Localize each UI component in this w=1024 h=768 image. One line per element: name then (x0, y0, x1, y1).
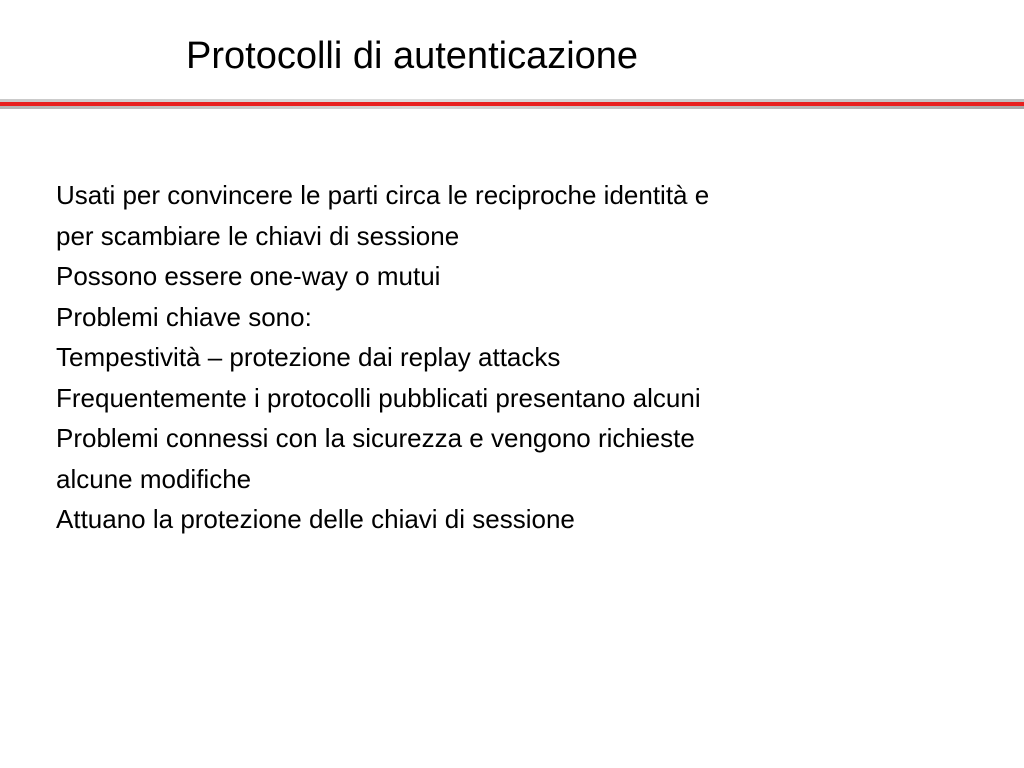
body-line: Frequentemente i protocolli pubblicati presentano alcuni (56, 382, 701, 413)
body-line: Possono essere one-way o mutui (56, 261, 441, 291)
body-line: per scambiare le chiavi di sessione (56, 220, 460, 251)
slide-title: Protocolli di autenticazione (186, 35, 639, 77)
body-line: Attuano la protezione delle chiavi di sessione (56, 504, 575, 534)
body-line: alcune modifiche (56, 463, 252, 494)
body-line: Problemi chiave sono: (56, 301, 312, 332)
slide-body (56, 175, 996, 540)
body-line: Usati per convincere le parti circa le reciproche identità e (56, 180, 710, 210)
title-divider (0, 99, 1024, 109)
body-line: Tempestività – protezione dai replay attacks (56, 342, 561, 372)
body-line: Problemi connessi con la sicurezza e vengono richieste (56, 423, 695, 453)
divider-bottom-band (0, 106, 1024, 109)
